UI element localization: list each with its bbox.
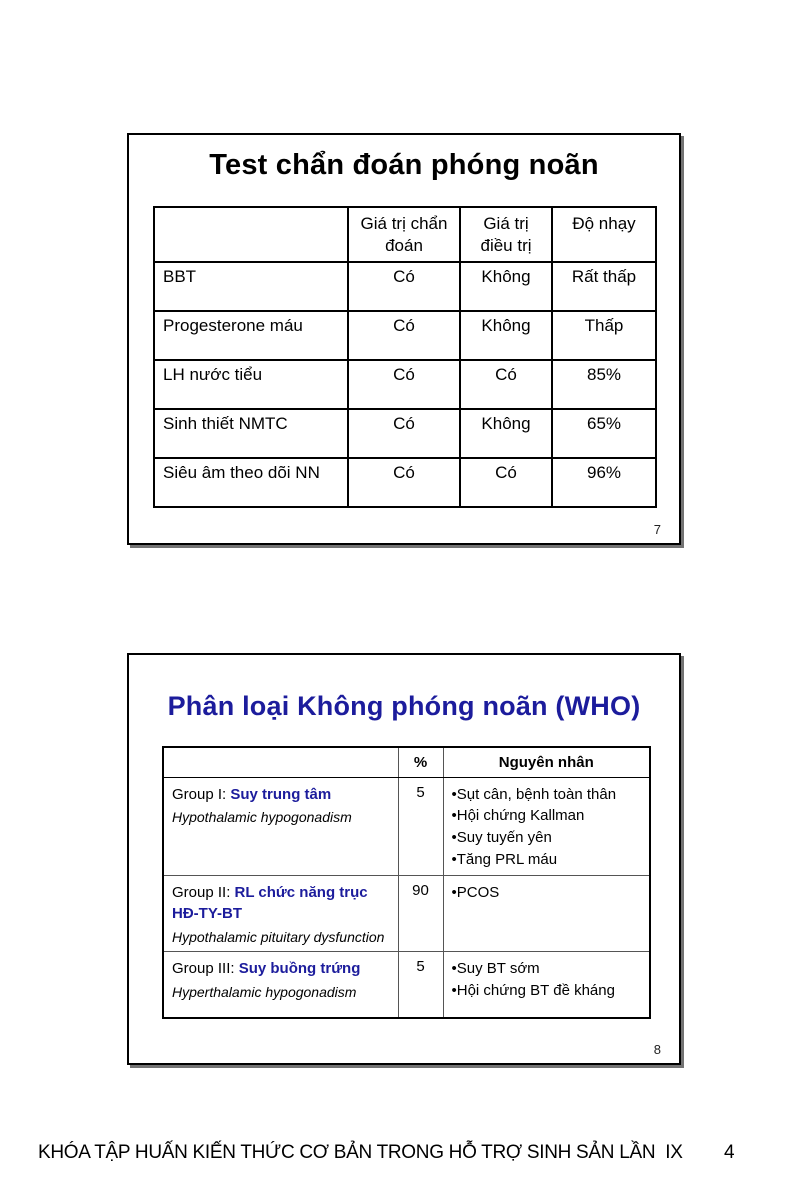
cause-item: •Hội chứng BT đề kháng (451, 982, 615, 1000)
diagnostic-value-cell: Có (348, 458, 460, 507)
causes-cell (443, 777, 650, 875)
header-cause: Nguyên nhân (443, 747, 650, 777)
ovulation-tests-table (153, 206, 657, 508)
sensitivity-cell: Rất thấp (552, 262, 656, 311)
table-row (163, 875, 650, 952)
treatment-value-cell: Có (460, 360, 552, 409)
diagnostic-value-cell: Có (348, 409, 460, 458)
table-row (154, 262, 656, 311)
header-percent: % (398, 747, 443, 777)
group-prefix: Group I: (172, 785, 231, 803)
treatment-value-cell: Không (460, 262, 552, 311)
group-cell (163, 952, 398, 1018)
footer-page-number: 4 (724, 1142, 735, 1163)
sensitivity-cell: 96% (552, 458, 656, 507)
group-name: Suy trung tâm (230, 785, 332, 803)
percent-cell: 90 (398, 875, 443, 952)
sensitivity-cell: Thấp (552, 311, 656, 360)
group-subtitle: Hypothalamic hypogonadism (172, 809, 352, 826)
test-name-cell: Sinh thiết NMTC (154, 409, 348, 458)
slide-title: Phân loại Không phóng noãn (WHO) (167, 691, 641, 721)
treatment-value-cell: Không (460, 409, 552, 458)
table-header-row (154, 207, 656, 262)
header-sensitivity: Độ nhạy (552, 207, 656, 262)
table-header-row (163, 747, 650, 777)
diagnostic-value-cell: Có (348, 360, 460, 409)
header-diagnostic-value: Giá trị chẩn đoán (348, 207, 460, 262)
who-classification-table (162, 746, 651, 1019)
table-row (154, 458, 656, 507)
cause-item: •Sụt cân, bệnh toàn thân (451, 785, 617, 803)
treatment-value-cell: Không (460, 311, 552, 360)
header-empty (154, 207, 348, 262)
group-prefix: Group II: (172, 883, 235, 901)
slide-8 (127, 653, 681, 1065)
test-name-cell: Progesterone máu (154, 311, 348, 360)
footer-course-title: KHÓA TẬP HUẤN KIẾN THỨC CƠ BẢN TRONG HỖ TRỢ SINH SẢN LẦN IX (38, 1142, 683, 1163)
group-name: RL chức năng trục HĐ-TY-BT (172, 883, 368, 923)
header-treatment-value: Giá trị điều trị (460, 207, 552, 262)
cause-item: •Hội chứng Kallman (451, 807, 585, 825)
treatment-value-cell: Có (460, 458, 552, 507)
table-row (154, 311, 656, 360)
cause-item: •PCOS (451, 883, 500, 901)
table-row (163, 952, 650, 1018)
cause-item: •Suy BT sớm (451, 960, 540, 978)
group-subtitle: Hyperthalamic hypogonadism (172, 984, 357, 1001)
sensitivity-cell: 85% (552, 360, 656, 409)
sensitivity-cell: 65% (552, 409, 656, 458)
slide-7 (127, 133, 681, 545)
group-prefix: Group III: (172, 960, 239, 978)
slide-page-number: 8 (653, 1042, 661, 1057)
who-table-body (163, 777, 650, 1018)
group-cell (163, 777, 398, 875)
group-name: Suy buồng trứng (238, 960, 361, 978)
percent-cell: 5 (398, 952, 443, 1018)
test-name-cell: LH nước tiểu (154, 360, 348, 409)
test-name-cell: Siêu âm theo dõi NN (154, 458, 348, 507)
table-row (154, 409, 656, 458)
causes-cell (443, 952, 650, 1018)
cause-item: •Tăng PRL máu (451, 850, 558, 868)
diagnostic-value-cell: Có (348, 311, 460, 360)
group-subtitle: Hypothalamic pituitary dysfunction (172, 929, 385, 945)
table-row (163, 777, 650, 875)
slide-page-number: 7 (653, 522, 661, 537)
diagnostic-value-cell: Có (348, 262, 460, 311)
table-row (154, 360, 656, 409)
causes-cell (443, 875, 650, 952)
cause-item: •Suy tuyến yên (451, 829, 552, 846)
ovulation-table-body (154, 262, 656, 507)
header-empty (163, 747, 398, 777)
test-name-cell: BBT (154, 262, 348, 311)
slide-title: Test chẩn đoán phóng noãn (209, 149, 599, 181)
group-cell (163, 875, 398, 952)
percent-cell: 5 (398, 777, 443, 875)
